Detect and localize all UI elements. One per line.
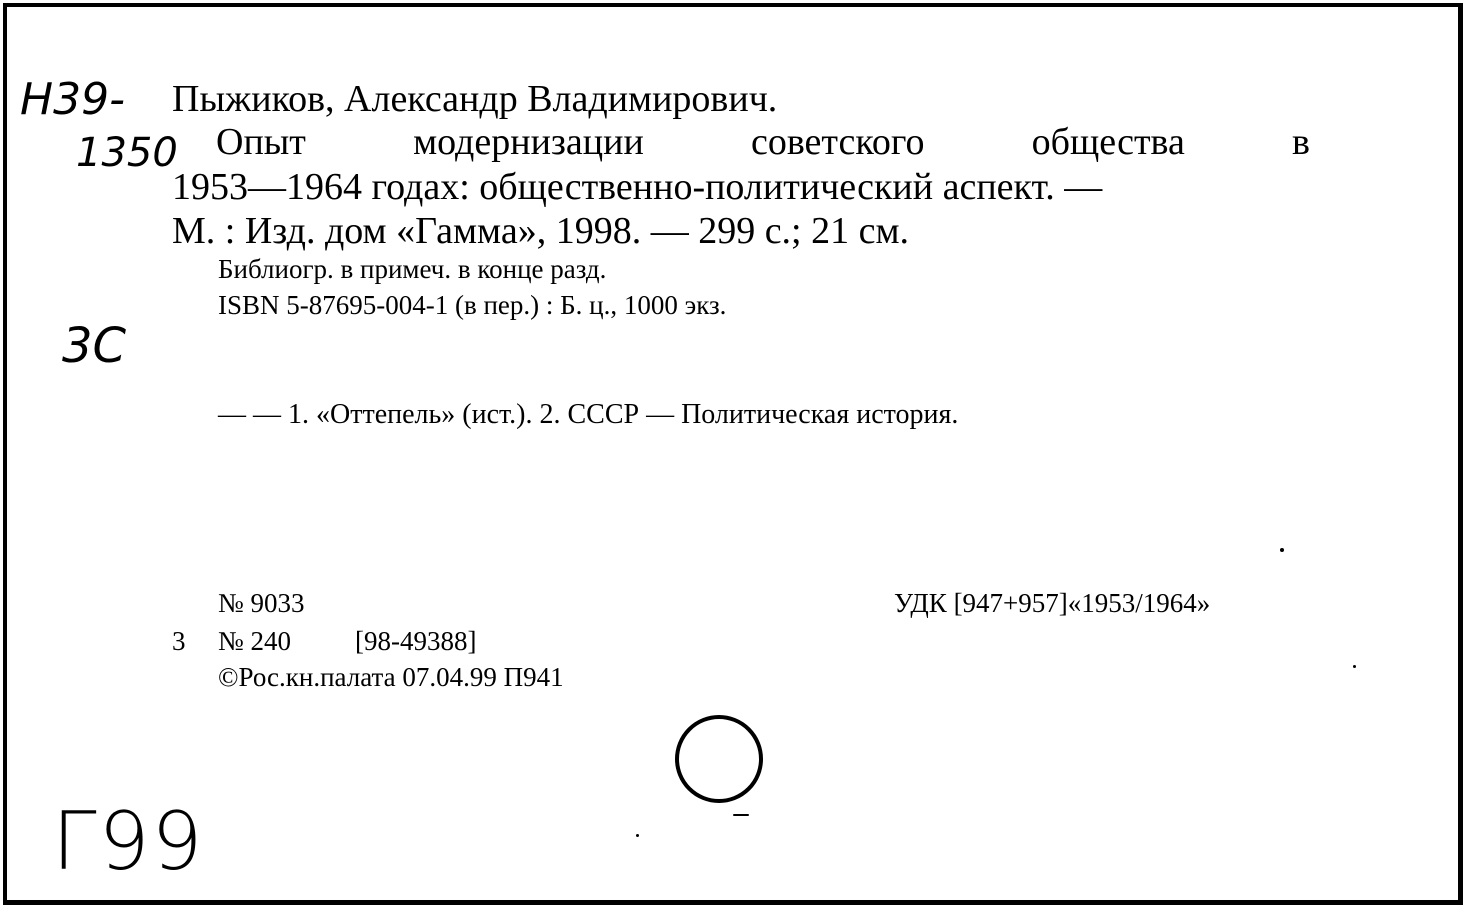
author-heading: Пыжиков, Александр Владимирович. (172, 78, 778, 120)
title-word: модернизации (413, 121, 644, 163)
punch-hole (675, 715, 763, 803)
record-number: № 9033 (218, 588, 305, 618)
handwritten-number: 1350 (76, 130, 178, 176)
title-word: в (1292, 121, 1310, 163)
subject-headings: — — 1. «Оттепель» (ист.). 2. СССР — Политическая история. (218, 399, 959, 430)
publication-line: М. : Изд. дом «Гамма», 1998. — 299 с.; 21 см. (172, 210, 910, 252)
handwritten-department: 3С (62, 318, 127, 374)
title-word: советского (750, 121, 925, 163)
speck-mark (636, 834, 639, 837)
title-line-1 (172, 120, 1310, 164)
title-word: общества (1031, 121, 1185, 163)
isbn-line: ISBN 5-87695-004-1 (в пер.) : Б. ц., 1000 экз. (218, 290, 727, 320)
speck-mark (733, 814, 749, 816)
registry-number: [98-49388] (355, 626, 477, 656)
bibliography-note: Библиогр. в примеч. в конце разд. (218, 254, 607, 284)
title-line-2: 1953—1964 годах: общественно-политический аспект. — (172, 166, 1103, 208)
copyright-line: ©Рос.кн.палата 07.04.99 П941 (218, 662, 564, 692)
speck-mark (1353, 665, 1356, 668)
handwritten-location: Г99 (52, 795, 205, 888)
speck-mark (1280, 548, 1284, 552)
handwritten-shelf-mark: Н39- (20, 74, 125, 125)
udc-code: УДК [947+957]«1953/1964» (894, 588, 1211, 618)
title-word: Опыт (216, 121, 306, 163)
card-number: № 240 (218, 626, 292, 656)
marker-digit: 3 (172, 626, 186, 656)
